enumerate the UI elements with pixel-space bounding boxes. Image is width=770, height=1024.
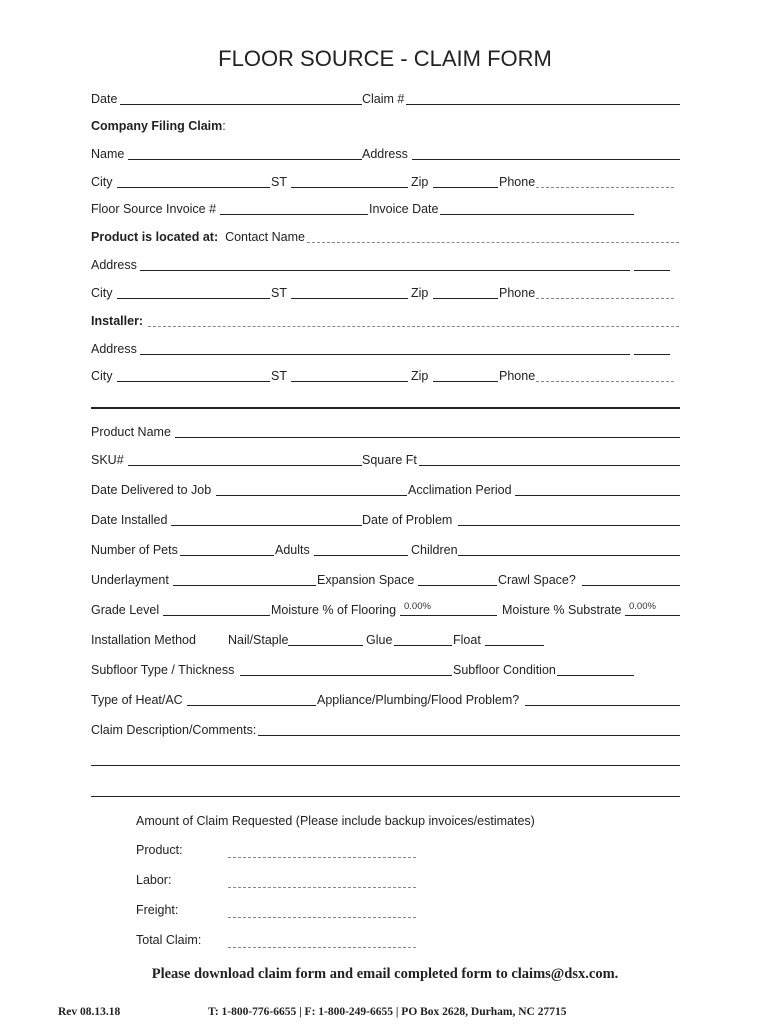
date-field[interactable]: [120, 104, 362, 105]
installer-st-field[interactable]: [291, 381, 408, 382]
underlayment-label: Underlayment: [91, 573, 169, 587]
installer-address-field[interactable]: [140, 354, 630, 355]
date-of-problem-field[interactable]: [458, 525, 680, 526]
location-zip-label: Zip: [411, 286, 429, 300]
amount-labor-field[interactable]: [228, 887, 416, 888]
amount-heading: Amount of Claim Requested (Please include backup invoices/estimates): [136, 814, 535, 828]
appliance-problem-label: Appliance/Plumbing/Flood Problem?: [317, 693, 520, 707]
moisture-substrate-value[interactable]: 0.00%: [629, 601, 656, 612]
company-address-label: Address: [362, 147, 408, 161]
nail-staple-field[interactable]: [288, 645, 363, 646]
contact-name-field[interactable]: [307, 242, 679, 243]
company-name-label: Name: [91, 147, 125, 161]
type-of-heat-label: Type of Heat/AC: [91, 693, 183, 707]
sku-label: SKU#: [91, 453, 124, 467]
subfloor-type-label: Subfloor Type / Thickness: [91, 663, 235, 677]
underlayment-field[interactable]: [173, 585, 316, 586]
company-address-field[interactable]: [412, 159, 680, 160]
claim-description-label: Claim Description/Comments:: [91, 723, 257, 737]
appliance-problem-field[interactable]: [525, 705, 680, 706]
moisture-substrate-field[interactable]: [625, 615, 680, 616]
installation-method-label: Installation Method: [91, 633, 196, 647]
installer-city-field[interactable]: [117, 381, 270, 382]
company-st-label: ST: [271, 175, 287, 189]
amount-freight-field[interactable]: [228, 917, 416, 918]
amount-product-field[interactable]: [228, 857, 416, 858]
location-address-field[interactable]: [140, 270, 630, 271]
location-address-field-end[interactable]: [634, 270, 670, 271]
date-installed-label: Date Installed: [91, 513, 168, 527]
location-st-label: ST: [271, 286, 287, 300]
crawl-space-label: Crawl Space?: [498, 573, 576, 587]
product-location-heading: [91, 230, 305, 244]
claim-number-field[interactable]: [406, 104, 680, 105]
location-st-field[interactable]: [291, 298, 408, 299]
installer-st-label: ST: [271, 369, 287, 383]
grade-level-field[interactable]: [163, 615, 270, 616]
product-location-heading-text: Product is located at:: [91, 230, 219, 244]
amount-freight-label: Freight:: [136, 903, 179, 917]
installer-city-label: City: [91, 369, 113, 383]
amount-product-label: Product:: [136, 843, 183, 857]
square-ft-label: Square Ft: [362, 453, 417, 467]
acclimation-period-field[interactable]: [515, 495, 680, 496]
revision-number: Rev 08.13.18: [58, 1006, 121, 1018]
date-delivered-label: Date Delivered to Job: [91, 483, 212, 497]
invoice-number-label: Floor Source Invoice #: [91, 202, 217, 216]
grade-level-label: Grade Level: [91, 603, 160, 617]
subfloor-type-field[interactable]: [240, 675, 452, 676]
amount-labor-label: Labor:: [136, 873, 172, 887]
claim-description-field-2[interactable]: [91, 765, 680, 766]
contact-name-label: Contact Name: [225, 230, 305, 244]
claim-description-field-3[interactable]: [91, 796, 680, 797]
moisture-flooring-field[interactable]: [400, 615, 497, 616]
invoice-number-field[interactable]: [220, 214, 368, 215]
company-heading-text: Company Filing Claim: [91, 119, 223, 133]
number-of-pets-label: Number of Pets: [91, 543, 178, 557]
date-installed-field[interactable]: [171, 525, 362, 526]
section-divider: [91, 407, 680, 409]
float-field[interactable]: [485, 645, 544, 646]
nail-staple-label: Nail/Staple: [228, 633, 289, 647]
date-label: Date: [91, 92, 118, 106]
installer-address-field-end[interactable]: [634, 354, 670, 355]
expansion-space-field[interactable]: [418, 585, 497, 586]
contact-info: T: 1-800-776-6655 | F: 1-800-249-6655 | PO Box 2628, Durham, NC 27715: [208, 1006, 567, 1018]
moisture-substrate-label: Moisture % Substrate: [502, 603, 622, 617]
location-phone-label: Phone: [499, 286, 536, 300]
acclimation-period-label: Acclimation Period: [408, 483, 512, 497]
float-label: Float: [453, 633, 481, 647]
glue-label: Glue: [366, 633, 393, 647]
company-heading-colon: :: [222, 119, 226, 133]
subfloor-condition-field[interactable]: [557, 675, 634, 676]
sku-field[interactable]: [128, 465, 362, 466]
location-address-label: Address: [91, 258, 137, 272]
company-heading: [91, 119, 226, 133]
form-title: FLOOR SOURCE - CLAIM FORM: [218, 46, 552, 71]
claim-number-label: Claim #: [362, 92, 405, 106]
date-delivered-field[interactable]: [216, 495, 407, 496]
installer-zip-label: Zip: [411, 369, 429, 383]
location-city-label: City: [91, 286, 113, 300]
company-city-label: City: [91, 175, 113, 189]
location-phone-field[interactable]: [536, 298, 674, 299]
type-of-heat-field[interactable]: [187, 705, 316, 706]
adults-field[interactable]: [314, 555, 408, 556]
date-of-problem-label: Date of Problem: [362, 513, 453, 527]
email-instruction: Please download claim form and email completed form to claims@dsx.com.: [151, 966, 619, 982]
location-zip-field[interactable]: [433, 298, 498, 299]
children-label: Children: [411, 543, 458, 557]
company-name-field[interactable]: [128, 159, 362, 160]
company-phone-label: Phone: [499, 175, 536, 189]
installer-heading: Installer:: [91, 314, 144, 328]
installer-address-label: Address: [91, 342, 137, 356]
square-ft-field[interactable]: [419, 465, 680, 466]
glue-field[interactable]: [394, 645, 452, 646]
company-phone-field[interactable]: [536, 187, 674, 188]
installer-phone-field[interactable]: [536, 381, 674, 382]
installer-name-field[interactable]: [148, 326, 679, 327]
invoice-date-label: Invoice Date: [369, 202, 439, 216]
moisture-flooring-label: Moisture % of Flooring: [271, 603, 397, 617]
product-name-field[interactable]: [175, 437, 680, 438]
company-city-field[interactable]: [117, 187, 270, 188]
crawl-space-field[interactable]: [582, 585, 680, 586]
product-name-label: Product Name: [91, 425, 171, 439]
company-st-field[interactable]: [291, 187, 408, 188]
installer-phone-label: Phone: [499, 369, 536, 383]
adults-label: Adults: [275, 543, 310, 557]
installer-zip-field[interactable]: [433, 381, 498, 382]
number-of-pets-field[interactable]: [180, 555, 274, 556]
amount-total-label: Total Claim:: [136, 933, 202, 947]
claim-description-field-1[interactable]: [258, 735, 680, 736]
company-zip-label: Zip: [411, 175, 429, 189]
children-field[interactable]: [458, 555, 680, 556]
amount-total-field[interactable]: [228, 947, 416, 948]
company-zip-field[interactable]: [433, 187, 498, 188]
subfloor-condition-label: Subfloor Condition: [453, 663, 556, 677]
invoice-date-field[interactable]: [440, 214, 634, 215]
expansion-space-label: Expansion Space: [317, 573, 415, 587]
location-city-field[interactable]: [117, 298, 270, 299]
moisture-flooring-value[interactable]: 0.00%: [404, 601, 431, 612]
